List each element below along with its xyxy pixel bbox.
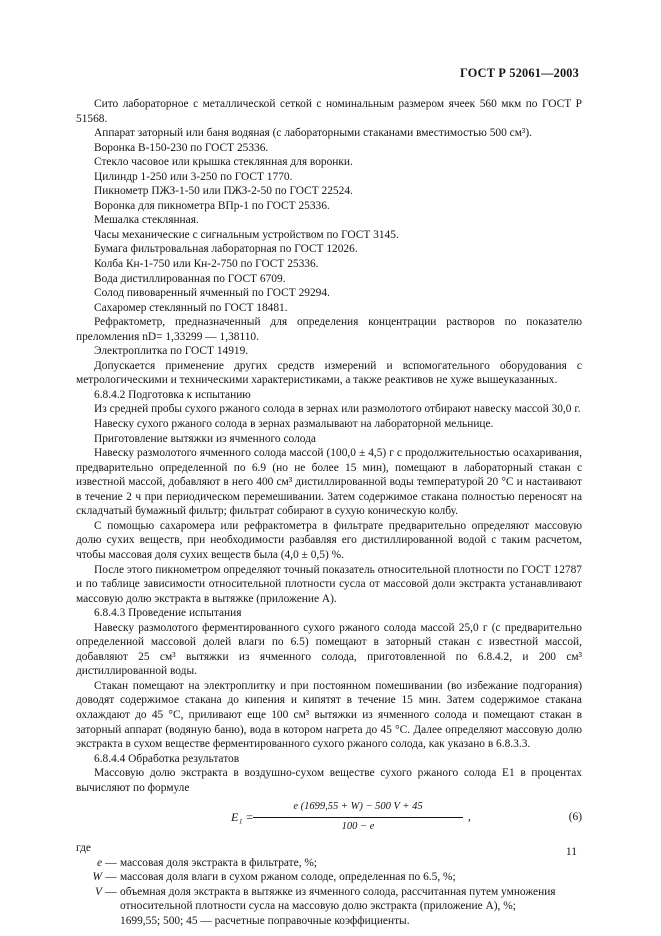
legend-symbol: W <box>92 871 102 884</box>
legend-text: объемная доля экстракта в вытяжке из ячменного солода, рассчитанная путем умножения относительной плотности сусла на массовую долю экстракта (приложение А), %; <box>120 885 556 913</box>
paragraph: Допускается применение других средств измерений и вспомогательного оборудования с метрологическими и техническими характеристиками, а также реактивов не хуже вышеуказанных. <box>76 359 582 387</box>
formula-number: (6) <box>568 811 582 824</box>
legend-text: массовая доля влаги в сухом ржаном солоде, определенная по 6.5, %; <box>120 871 456 884</box>
paragraph: Пикнометр ПЖЗ-1-50 или ПЖЗ-2-50 по ГОСТ 22524. <box>94 185 353 198</box>
legend-dash: — <box>105 856 117 869</box>
body-text <box>76 97 582 929</box>
section-heading: 6.8.4.2 Подготовка к испытанию <box>94 388 251 401</box>
legend-dash: — <box>105 885 117 898</box>
formula-6 <box>76 797 582 839</box>
paragraph: Колба Кн-1-750 или Кн-2-750 по ГОСТ 25336. <box>94 258 319 271</box>
paragraph: Стекло часовое или крышка стеклянная для воронки. <box>94 156 353 169</box>
subheading: Приготовление вытяжки из ячменного солода <box>94 432 316 445</box>
paragraph: Часы механические с сигнальным устройством по ГОСТ 3145. <box>94 228 399 241</box>
paragraph: Солод пивоваренный ячменный по ГОСТ 29294. <box>94 287 330 300</box>
legend-symbol: V <box>95 885 102 898</box>
legend-text: массовая доля экстракта в фильтрате, %; <box>120 856 318 869</box>
legend-note: 1699,55; 500; 45 — расчетные поправочные коэффициенты. <box>120 914 410 927</box>
paragraph: Массовую долю экстракта в воздушно-сухом веществе сухого ржаного солода E1 в процентах вычисляют по формуле <box>76 767 582 794</box>
paragraph: Сито лабораторное с металлической сеткой с номинальным размером ячеек 560 мкм по ГОСТ Р 51568. <box>76 98 582 125</box>
paragraph: После этого пикнометром определяют точный показатель относительной плотности по ГОСТ 12787 и по таблице зависимости относительной плотности сусла от массовой доли экстракта устанавливают массовую долю экстракта в вытяжке (приложение А). <box>76 563 582 605</box>
paragraph: Сахаромер стеклянный по ГОСТ 18481. <box>94 301 288 314</box>
formula-comma: , <box>468 811 471 824</box>
page-number: 11 <box>565 846 577 858</box>
formula-lhs: E₁ = <box>231 810 254 825</box>
legend-symbol: e <box>96 856 102 869</box>
paragraph: Воронка В-150-230 по ГОСТ 25336. <box>94 141 269 154</box>
legend-dash: — <box>105 871 117 884</box>
formula-numerator: e (1699,55 + W) − 500 V + 45 <box>253 800 463 818</box>
paragraph: Из средней пробы сухого ржаного солода в зернах или размолотого отбирают навеску массой 30,0 г. <box>94 403 581 416</box>
paragraph: Аппарат заторный или баня водяная (с лабораторными стаканами вместимостью 500 см³). <box>94 127 532 140</box>
paragraph: Навеску сухого ржаного солода в зернах размалывают на лабораторной мельнице. <box>94 418 494 431</box>
paragraph: Мешалка стеклянная. <box>94 214 199 227</box>
paragraph: Навеску размолотого ячменного солода массой (100,0 ± 4,5) г с продолжительностью осахаривания, предварительно определенной по 6.9 (но не более 15 мин), помещают в лабораторный стакан с известной массой, добавляют в него 400 см³ дистиллированной воды температурой 20 °С и настаивают в течение 2 ч при периодическом перемешивании. Затем содержимое стакана полностью переносят на складчатый бумажный фильтр; фильтрат собирают в сухую коническую колбу. <box>76 447 582 518</box>
formula-fraction <box>253 800 463 834</box>
paragraph: Рефрактометр, предназначенный для определения концентрации растворов по показателю преломления nD= 1,33299 — 1,38110. <box>76 316 582 343</box>
paragraph: Бумага фильтровальная лабораторная по ГОСТ 12026. <box>94 243 358 256</box>
formula-denominator: 100 − e <box>341 820 375 832</box>
doc-header-code: ГОСТ Р 52061—2003 <box>459 66 579 80</box>
formula-legend <box>76 841 582 914</box>
paragraph: Навеску размолотого ферментированного сухого ржаного солода массой 25,0 г (с предварительно определенной массовой долей влаги по 6.5) помещают в заторный стакан с известной массой, добавляют 25 см³ вытяжки из ячменного солода, приготовленной по 6.8.4.2, и 200 см³ дистиллированной воды. <box>76 621 582 678</box>
section-heading: 6.8.4.3 Проведение испытания <box>94 607 242 620</box>
paragraph: С помощью сахаромера или рефрактометра в фильтрате предварительно определяют массовую долю сухих веществ, при необходимости разбавляя его дистиллированной водой с таким расчетом, чтобы массовая доля сухих веществ была (4,0 ± 0,5) %. <box>76 519 582 561</box>
paragraph: Воронка для пикнометра ВПр-1 по ГОСТ 25336. <box>94 199 330 212</box>
paragraph: Стакан помещают на электроплитку и при постоянном помешивании (во избежание подгорания) доводят содержимое стакана до кипения и кипятят в течение 15 мин. Затем содержимое стакана охлаждают до 45 °С, приливают еще 100 см³ вытяжки из ячменного солода и помещают стакан в заторный аппарат (водяную баню), вода в котором нагрета до 45 °С. Далее определяют массовую долю экстракта в сухом веществе ферментированного сухого ржаного солода, как указано в 6.8.3.3. <box>76 679 582 751</box>
paragraph: Цилиндр 1-250 или 3-250 по ГОСТ 1770. <box>94 170 293 183</box>
section-heading: 6.8.4.4 Обработка результатов <box>94 752 240 765</box>
legend-intro: где <box>76 842 91 855</box>
paragraph: Электроплитка по ГОСТ 14919. <box>94 345 249 358</box>
paragraph: Вода дистиллированная по ГОСТ 6709. <box>94 272 286 285</box>
